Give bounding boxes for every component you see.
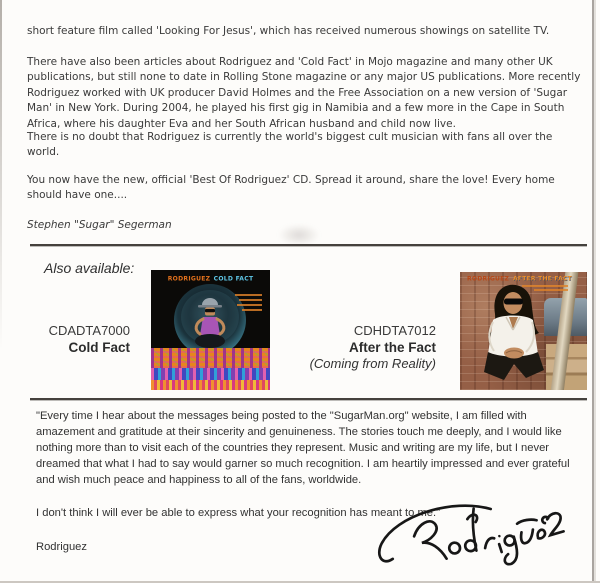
byline-segerman: Stephen "Sugar" Segerman [27, 219, 172, 231]
cold-fact-credit-line [242, 309, 262, 311]
after-cover-credit-line [522, 285, 568, 287]
album-title: Cold Fact [68, 340, 130, 355]
paragraph-articles: There have also been articles about Rodriguez and 'Cold Fact' in Mojo magazine and many other UK publications, but still none to date in Rolling Stone magazine or any major US publications. More recently Rodriguez worked with UK producer David Holmes and the Free Association on a new version of 'Sugar Man' in New York. During 2004, he played his first gig in Namibia and a few more in the Cape in South Africa, where his daughter Eva and her South African husband and child now live. [27, 56, 581, 130]
cold-fact-credit-line [235, 294, 262, 296]
scan-edge-right [592, 0, 594, 583]
cold-fact-pattern-band-3 [151, 380, 270, 390]
scan-edge-left [0, 0, 2, 350]
also-available-heading: Also available: [44, 260, 135, 276]
catalog-label-cold-fact [20, 322, 130, 356]
cover-artist-name: RODRIGUEZ [167, 275, 211, 283]
catalog-label-after-the-fact [286, 322, 436, 372]
cover-album-name: AFTER THE FACT [512, 275, 573, 283]
paragraph-looking-for-jesus: short feature film called 'Looking For Jesus', which has received numerous showings on satellite TV. [27, 25, 550, 37]
paragraph-best-of-cd: You now have the new, official 'Best Of Rodriguez' CD. Spread it around, share the love! Every home should have one.... [27, 174, 555, 202]
cold-fact-credit-line [237, 304, 262, 306]
cold-fact-pattern-band-1 [151, 348, 270, 368]
rodriguez-quote-paragraph-1: "Every time I hear about the messages being posted to the "SugarMan.org" website, I am filled with amazement and gratitude at their sincerity and genuineness. The stories touch me deeply, and I would like nothing more than to visit each of the countries they represent. Music and writing are my life, but I never dreamed that what I had to say would garner so much recognition. I am heartily impressed and ever grateful and wish much peace and happiness to all of the fans, worldwide. [36, 410, 570, 486]
quote-author: Rodriguez [36, 541, 87, 553]
paragraph-cult-musician: There is no doubt that Rodriguez is currently the world's biggest cult musician with fans all over the world. [27, 131, 553, 159]
scan-edge-right-light [594, 0, 596, 583]
rodriguez-quote-paragraph-2: I don't think I will ever be able to express what your recognition has meant to me." [36, 507, 441, 519]
cover-album-name: COLD FACT [213, 275, 254, 283]
rodriguez-signature [348, 490, 576, 578]
album-subtitle: (Coming from Reality) [309, 356, 436, 371]
cold-fact-cover-title [151, 275, 270, 282]
cold-fact-cover-art [151, 270, 270, 390]
divider-top [30, 244, 587, 246]
after-the-fact-cover-art [460, 272, 587, 390]
divider-bottom [30, 398, 587, 400]
cold-fact-pattern-band-2 [151, 368, 270, 380]
cold-fact-credit-line [239, 299, 262, 301]
after-the-fact-cover-title [467, 275, 572, 282]
after-cover-credit-line [534, 289, 568, 291]
cover-artist-name: RODRIGUEZ [467, 275, 510, 283]
catalog-code: CDHDTA7012 [353, 323, 436, 338]
catalog-code: CDADTA7000 [48, 323, 130, 338]
album-title: After the Fact [348, 340, 436, 355]
